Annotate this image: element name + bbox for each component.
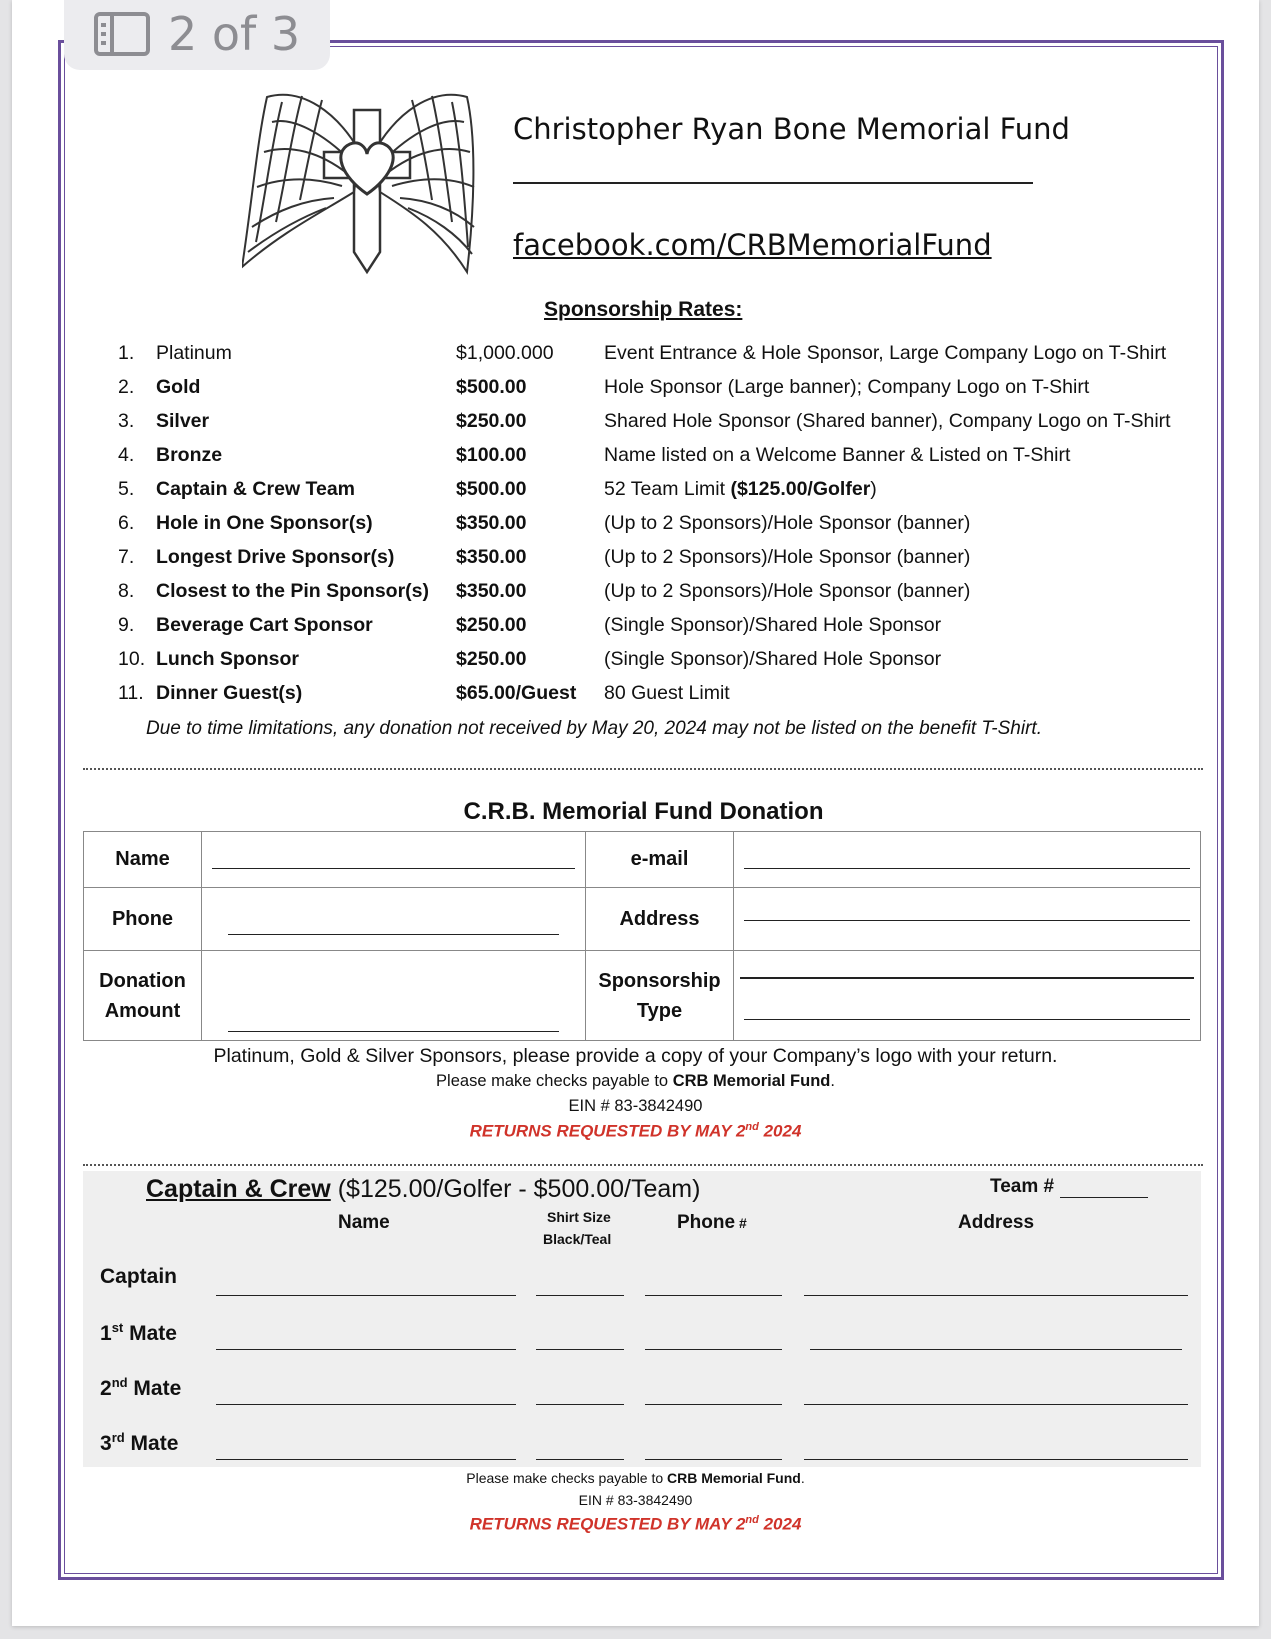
rate-price: $1,000.000 xyxy=(456,342,554,364)
rate-price: $350.00 xyxy=(456,580,527,602)
ein-number: EIN # 83-3842490 xyxy=(568,1097,703,1115)
crew-title-underlined: Captain & Crew xyxy=(146,1175,331,1203)
rate-description: Hole Sponsor (Large banner); Company Logo on T-Shirt xyxy=(604,376,1090,398)
returns-sup: nd xyxy=(745,1121,759,1133)
rate-name: Gold xyxy=(156,376,201,398)
rate-name: Hole in One Sponsor(s) xyxy=(156,512,373,534)
crew-row-label-tail: Mate xyxy=(123,1322,177,1345)
crew-returns-sup: nd xyxy=(745,1514,759,1526)
email-field[interactable] xyxy=(734,832,1201,888)
crew-checks-prefix: Please make checks payable to xyxy=(466,1470,668,1486)
mate2-address-field[interactable] xyxy=(804,1404,1188,1405)
team-number-label: Team # xyxy=(990,1176,1055,1197)
rate-name: Bronze xyxy=(156,444,223,466)
crew-returns-deadline xyxy=(0,1514,1271,1535)
returns-prefix: RETURNS REQUESTED BY MAY 2 xyxy=(469,1121,746,1141)
donation-form xyxy=(83,831,1201,1041)
rate-price: $65.00/Guest xyxy=(456,682,577,704)
mate1-name-field[interactable] xyxy=(216,1349,516,1350)
phone-label: Phone xyxy=(84,888,202,951)
rate-price: $250.00 xyxy=(456,648,527,670)
rate-price: $350.00 xyxy=(456,512,527,534)
rate-row xyxy=(118,576,1218,610)
col-shirt-color: Black/Teal xyxy=(543,1231,612,1247)
mate2-phone-field[interactable] xyxy=(645,1404,782,1405)
rate-row xyxy=(118,372,1218,406)
col-phone-label: Phone xyxy=(677,1212,736,1233)
rate-number: 11. xyxy=(118,682,144,704)
rate-price: $100.00 xyxy=(456,444,527,466)
rate-number: 10. xyxy=(118,648,146,670)
rate-row xyxy=(118,678,1218,712)
rate-name: Platinum xyxy=(156,342,232,364)
rate-row xyxy=(118,542,1218,576)
rate-description: (Single Sponsor)/Shared Hole Sponsor xyxy=(604,614,942,636)
name-label: Name xyxy=(84,832,202,888)
mate2-shirt-field[interactable] xyxy=(536,1404,624,1405)
title-rule xyxy=(513,182,1033,184)
rate-name: Dinner Guest(s) xyxy=(156,682,303,704)
checks-payable-note xyxy=(0,1072,1271,1091)
crew-row-label-sup: rd xyxy=(111,1430,125,1445)
checks-suffix: . xyxy=(830,1072,835,1090)
rate-number: 9. xyxy=(118,614,135,636)
donation-amount-label-line1: Donation xyxy=(99,969,186,992)
col-phone-hash: # xyxy=(735,1215,747,1231)
col-address: Address xyxy=(958,1212,1035,1233)
rate-number: 7. xyxy=(118,546,135,568)
rate-row xyxy=(118,474,1218,508)
rate-price: $500.00 xyxy=(456,376,527,398)
crew-row-label-sup: st xyxy=(111,1320,124,1335)
crew-row-label-main: 3 xyxy=(100,1432,112,1455)
rate-name: Captain & Crew Team xyxy=(156,478,356,500)
returns-suffix: 2024 xyxy=(758,1121,802,1141)
sponsorship-type-label-line1: Sponsorship xyxy=(598,969,721,992)
captain-phone-field[interactable] xyxy=(645,1295,782,1296)
crew-title-rest: ($125.00/Golfer - $500.00/Team) xyxy=(330,1175,701,1203)
crew-returns-suffix: 2024 xyxy=(758,1514,802,1534)
mate1-shirt-field[interactable] xyxy=(536,1349,624,1350)
rate-name: Longest Drive Sponsor(s) xyxy=(156,546,395,568)
checks-prefix: Please make checks payable to xyxy=(436,1072,673,1090)
rate-price: $250.00 xyxy=(456,614,527,636)
address-label: Address xyxy=(586,888,734,951)
captain-address-field[interactable] xyxy=(804,1295,1188,1296)
section-divider xyxy=(83,1164,1203,1166)
rate-description: (Up to 2 Sponsors)/Hole Sponsor (banner) xyxy=(604,512,971,534)
rate-name: Silver xyxy=(156,410,210,432)
facebook-link[interactable]: facebook.com/CRBMemorialFund xyxy=(513,228,992,262)
rate-description: Shared Hole Sponsor (Shared banner), Company Logo on T-Shirt xyxy=(604,410,1171,432)
sponsorship-type-label xyxy=(586,951,734,1041)
sponsorship-type-label-line2: Type xyxy=(636,999,683,1022)
name-field[interactable] xyxy=(202,832,586,888)
mate2-name-field[interactable] xyxy=(216,1404,516,1405)
rate-desc-text: 52 Team Limit xyxy=(604,478,731,500)
address-field[interactable] xyxy=(734,888,1201,951)
rate-row xyxy=(118,440,1218,474)
section-divider xyxy=(83,768,1203,770)
org-name: Christopher Ryan Bone Memorial Fund xyxy=(513,112,1070,146)
donation-amount-field[interactable] xyxy=(202,951,586,1041)
rate-name: Beverage Cart Sponsor xyxy=(156,614,373,636)
rate-row xyxy=(118,508,1218,542)
rate-row xyxy=(118,338,1218,372)
checks-payee: CRB Memorial Fund xyxy=(672,1072,831,1090)
col-shirt-size: Shirt Size xyxy=(547,1209,611,1225)
rate-price: $500.00 xyxy=(456,478,527,500)
rate-description: Name listed on a Welcome Banner & Listed on T-Shirt xyxy=(604,444,1071,466)
rate-desc-bold: ($125.00/Golfer xyxy=(730,478,871,500)
rate-description: (Up to 2 Sponsors)/Hole Sponsor (banner) xyxy=(604,580,971,602)
logo-note: Platinum, Gold & Silver Sponsors, please provide a copy of your Company’s logo with your return. xyxy=(213,1045,1058,1067)
rate-number: 3. xyxy=(118,410,135,432)
donation-heading: C.R.B. Memorial Fund Donation xyxy=(463,798,824,825)
rate-name: Lunch Sponsor xyxy=(156,648,299,670)
crew-row-label xyxy=(100,1320,177,1346)
rate-number: 4. xyxy=(118,444,135,466)
rate-description xyxy=(604,478,877,501)
crew-returns-prefix: RETURNS REQUESTED BY MAY 2 xyxy=(469,1514,746,1534)
crew-checks-suffix: . xyxy=(800,1470,805,1486)
rate-number: 8. xyxy=(118,580,135,602)
rate-description: Event Entrance & Hole Sponsor, Large Company Logo on T-Shirt xyxy=(604,342,1167,364)
page-list-icon xyxy=(94,12,150,56)
crew-row-label xyxy=(100,1375,181,1401)
sponsorship-rates-list xyxy=(118,338,1218,712)
crew-row-label-main: 1 xyxy=(100,1322,112,1345)
donation-amount-label xyxy=(84,951,202,1041)
donation-amount-label-line2: Amount xyxy=(104,999,181,1022)
email-label: e-mail xyxy=(586,832,734,888)
col-phone xyxy=(677,1212,747,1234)
captain-shirt-field[interactable] xyxy=(536,1295,624,1296)
crew-row-label xyxy=(100,1265,177,1289)
rate-desc-tail: ) xyxy=(870,478,877,500)
mate3-shirt-field[interactable] xyxy=(536,1459,624,1460)
mate3-name-field[interactable] xyxy=(216,1459,516,1460)
sponsorship-type-field[interactable] xyxy=(734,951,1201,1041)
rate-price: $350.00 xyxy=(456,546,527,568)
crew-row-label-tail: Mate xyxy=(127,1377,182,1400)
sponsorship-rates-heading: Sponsorship Rates: xyxy=(544,298,743,321)
mate1-phone-field[interactable] xyxy=(645,1349,782,1350)
crew-ein-number: EIN # 83-3842490 xyxy=(578,1492,693,1508)
rate-number: 1. xyxy=(118,342,135,364)
crew-row-label-main: 2 xyxy=(100,1377,112,1400)
page-indicator-text: 2 of 3 xyxy=(168,7,301,61)
crew-row-label-tail: Mate xyxy=(124,1432,179,1455)
mate3-phone-field[interactable] xyxy=(645,1459,782,1460)
rate-number: 2. xyxy=(118,376,135,398)
rate-row xyxy=(118,406,1218,440)
captain-name-field[interactable] xyxy=(216,1295,516,1296)
crew-row-label xyxy=(100,1430,178,1456)
rate-row xyxy=(118,644,1218,678)
team-number-field[interactable] xyxy=(1060,1197,1148,1198)
crew-checks-payee: CRB Memorial Fund xyxy=(667,1470,801,1486)
winged-heart-cross-icon xyxy=(242,82,492,287)
deadline-note: Due to time limitations, any donation not received by May 20, 2024 may not be listed on the benefit T-Shirt. xyxy=(146,718,1042,739)
rate-description: 80 Guest Limit xyxy=(604,682,730,704)
rate-price: $250.00 xyxy=(456,410,527,432)
rate-description: (Single Sponsor)/Shared Hole Sponsor xyxy=(604,648,942,670)
rate-row xyxy=(118,610,1218,644)
rate-name: Closest to the Pin Sponsor(s) xyxy=(156,580,430,602)
rate-number: 6. xyxy=(118,512,135,534)
rate-number: 5. xyxy=(118,478,135,500)
col-name: Name xyxy=(338,1212,390,1233)
crew-row-label-main: Captain xyxy=(100,1265,178,1288)
phone-field[interactable] xyxy=(202,888,586,951)
crew-checks-payable-note xyxy=(0,1470,1271,1486)
mate1-address-field[interactable] xyxy=(810,1349,1182,1350)
rate-description: (Up to 2 Sponsors)/Hole Sponsor (banner) xyxy=(604,546,971,568)
mate3-address-field[interactable] xyxy=(804,1459,1188,1460)
returns-deadline xyxy=(0,1121,1271,1142)
page-indicator[interactable] xyxy=(64,0,330,70)
crew-title xyxy=(146,1175,700,1204)
crew-row-label-sup: nd xyxy=(111,1375,128,1390)
